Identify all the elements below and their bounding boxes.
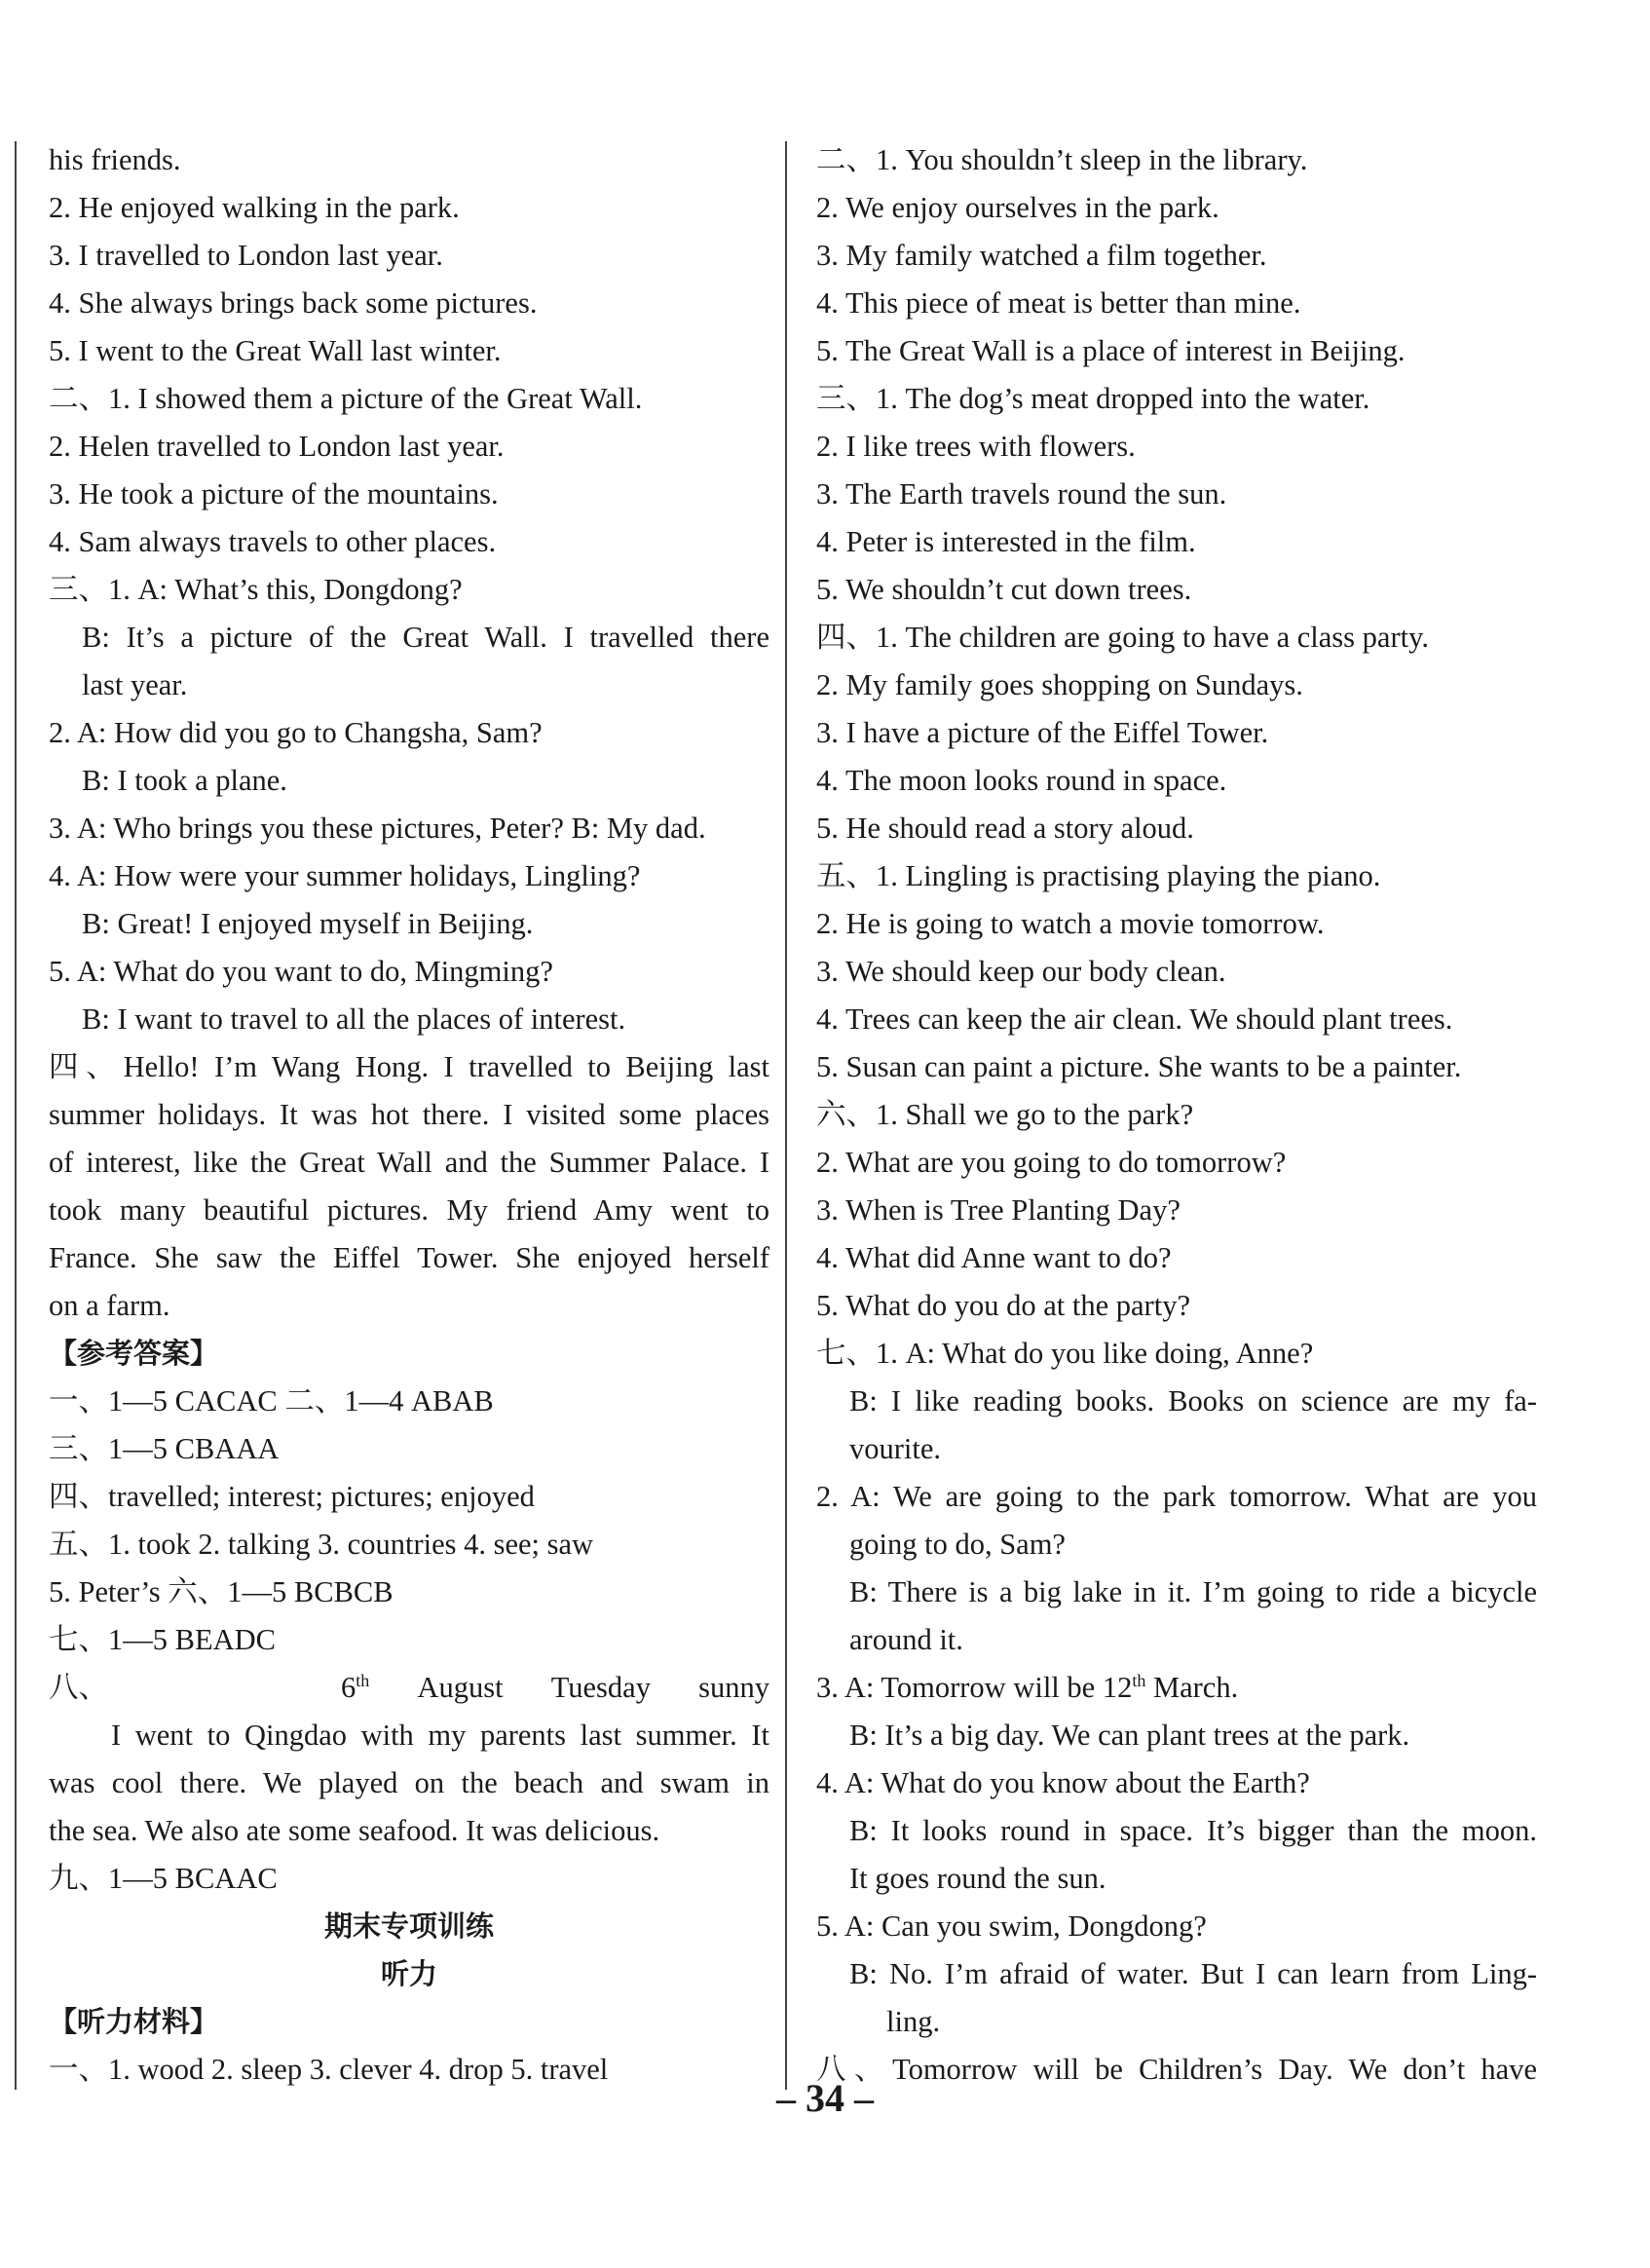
text-line: It goes round the sun. xyxy=(849,1862,1106,1895)
text-line: vourite. xyxy=(849,1432,942,1465)
text-line: B: Great! I enjoyed myself in Beijing. xyxy=(82,907,534,940)
page-number: – 34 – xyxy=(776,2076,874,2120)
text-line: 4. The moon looks round in space. xyxy=(816,764,1227,797)
section-line: 二、1. You shouldn’t sleep in the library. xyxy=(816,143,1308,176)
text-line: 3. We should keep our body clean. xyxy=(816,955,1226,988)
answer-line: 五、1. took 2. talking 3. countries 4. see; saw xyxy=(49,1528,594,1561)
text-line: 3. He took a picture of the mountains. xyxy=(49,477,499,510)
text-line: B: It’s a picture of the Great Wall. I travelled there xyxy=(82,621,769,654)
text-line: 3. A: Who brings you these pictures, Peter? B: My dad. xyxy=(49,812,706,845)
text-line: 5. He should read a story aloud. xyxy=(816,812,1194,845)
text-line: 一、1. wood 2. sleep 3. clever 4. drop 5. travel xyxy=(49,2053,609,2086)
left-column xyxy=(49,136,769,2094)
text-line: 4. Sam always travels to other places. xyxy=(49,525,497,558)
text-line: B: I took a plane. xyxy=(82,764,287,797)
text-line: 3. I have a picture of the Eiffel Tower. xyxy=(816,716,1269,749)
text-line: 3. The Earth travels round the sun. xyxy=(816,477,1227,510)
text-line: 5. A: Can you swim, Dongdong? xyxy=(816,1909,1207,1943)
text-line: on a farm. xyxy=(49,1289,170,1322)
text-line: 3. I travelled to London last year. xyxy=(49,239,443,272)
text-line: 5. What do you do at the party? xyxy=(816,1289,1190,1322)
section-line: 二、1. I showed them a picture of the Great Wall. xyxy=(49,382,643,415)
text-line: his friends. xyxy=(49,143,181,176)
text-line: I went to Qingdao with my parents last summer. It xyxy=(111,1719,769,1752)
column-divider xyxy=(785,141,787,2090)
text-line: 3. A: Tomorrow will be 12th March. xyxy=(816,1670,1239,1704)
text-line: 2. He enjoyed walking in the park. xyxy=(49,191,460,224)
text-line: B: It looks round in space. It’s bigger than the moon. xyxy=(849,1814,1537,1847)
text-line: 4. A: What do you know about the Earth? xyxy=(816,1766,1310,1799)
text-line: 3. My family watched a film together. xyxy=(816,239,1267,272)
section-line: 四、1. The children are going to have a class party. xyxy=(816,621,1429,654)
text-line: 3. When is Tree Planting Day? xyxy=(816,1193,1181,1227)
diary-weekday: Tuesday xyxy=(550,1671,651,1704)
diary-header-line xyxy=(49,1664,769,1712)
section-line: 八、Tomorrow will be Children’s Day. We don’t have xyxy=(816,2053,1537,2086)
diary-date xyxy=(341,1664,769,1712)
section-line: 七、1. A: What do you like doing, Anne? xyxy=(816,1337,1314,1370)
text-line: 4. What did Anne want to do? xyxy=(816,1241,1172,1274)
text-line: around it. xyxy=(849,1623,963,1656)
answer-key-heading: 【参考答案】 xyxy=(49,1337,219,1370)
text-line: 2. He is going to watch a movie tomorrow. xyxy=(816,907,1325,940)
text-line: 2. My family goes shopping on Sundays. xyxy=(816,668,1303,701)
text-line: B: It’s a big day. We can plant trees at the park. xyxy=(849,1719,1410,1752)
text-line: B: There is a big lake in it. I’m going to ride a bicycle xyxy=(849,1575,1537,1608)
answer-line: 一、1—5 CACAC 二、1—4 ABAB xyxy=(49,1384,494,1418)
right-column xyxy=(816,136,1537,2094)
text-line: 5. We shouldn’t cut down trees. xyxy=(816,573,1192,606)
text-line: took many beautiful pictures. My friend Amy went to xyxy=(49,1193,769,1227)
text-line: 2. A: We are going to the park tomorrow. What are you xyxy=(816,1480,1537,1513)
answer-line: 三、1—5 CBAAA xyxy=(49,1432,280,1465)
section-line: 四、Hello! I’m Wang Hong. I travelled to Beijing last xyxy=(49,1050,769,1083)
section-line: 三、1. The dog’s meat dropped into the water. xyxy=(816,382,1370,415)
text-line: 4. Peter is interested in the film. xyxy=(816,525,1196,558)
text-line: France. She saw the Eiffel Tower. She enjoyed herself xyxy=(49,1241,769,1274)
text-line: B: I like reading books. Books on science are my fa- xyxy=(849,1384,1537,1418)
text-line: 2. What are you going to do tomorrow? xyxy=(816,1146,1287,1179)
answer-line: 四、travelled; interest; pictures; enjoyed xyxy=(49,1480,535,1513)
text-line: 2. A: How did you go to Changsha, Sam? xyxy=(49,716,543,749)
text-line: 2. I like trees with flowers. xyxy=(816,430,1136,463)
text-line: 4. This piece of meat is better than mine. xyxy=(816,286,1301,320)
text-line: 2. We enjoy ourselves in the park. xyxy=(816,191,1219,224)
left-margin-rule xyxy=(15,141,17,2090)
text-line: 5. The Great Wall is a place of interest in Beijing. xyxy=(816,334,1406,367)
text-line: last year. xyxy=(82,668,188,701)
text-line: 2. Helen travelled to London last year. xyxy=(49,430,505,463)
text-line: going to do, Sam? xyxy=(849,1528,1066,1561)
text-line: B: I want to travel to all the places of interest. xyxy=(82,1002,626,1036)
text-line: 5. Susan can paint a picture. She wants to be a painter. xyxy=(816,1050,1462,1083)
text-line: was cool there. We played on the beach and swam in xyxy=(49,1766,769,1799)
text-line: B: No. I’m afraid of water. But I can learn from Ling- xyxy=(849,1957,1537,1990)
listening-material-heading: 【听力材料】 xyxy=(49,2005,219,2038)
text-line: the sea. We also ate some seafood. It was delicious. xyxy=(49,1814,660,1847)
text-line: 4. She always brings back some pictures. xyxy=(49,286,538,320)
section-line: 六、1. Shall we go to the park? xyxy=(816,1098,1194,1131)
text-line: of interest, like the Great Wall and the Summer Palace. I xyxy=(49,1146,769,1179)
text-line: ling. xyxy=(886,2005,941,2038)
section-subtitle: 听力 xyxy=(380,1957,437,1990)
answer-line: 七、1—5 BEADC xyxy=(49,1623,276,1656)
text-line: 5. I went to the Great Wall last winter. xyxy=(49,334,502,367)
answer-line: 九、1—5 BCAAC xyxy=(49,1862,278,1895)
section-label: 八、 xyxy=(49,1671,108,1704)
diary-day: 6th xyxy=(341,1670,370,1704)
diary-month: August xyxy=(417,1671,504,1704)
text-line: summer holidays. It was hot there. I visited some places xyxy=(49,1098,769,1131)
section-title: 期末专项训练 xyxy=(323,1909,494,1943)
text-line: 4. Trees can keep the air clean. We should plant trees. xyxy=(816,1002,1453,1036)
section-line: 三、1. A: What’s this, Dongdong? xyxy=(49,573,463,606)
text-line: 4. A: How were your summer holidays, Lingling? xyxy=(49,859,641,892)
diary-weather: sunny xyxy=(698,1671,769,1704)
answer-line: 5. Peter’s 六、1—5 BCBCB xyxy=(49,1575,394,1608)
text-line: 5. A: What do you want to do, Mingming? xyxy=(49,955,553,988)
section-line: 五、1. Lingling is practising playing the piano. xyxy=(816,859,1381,892)
